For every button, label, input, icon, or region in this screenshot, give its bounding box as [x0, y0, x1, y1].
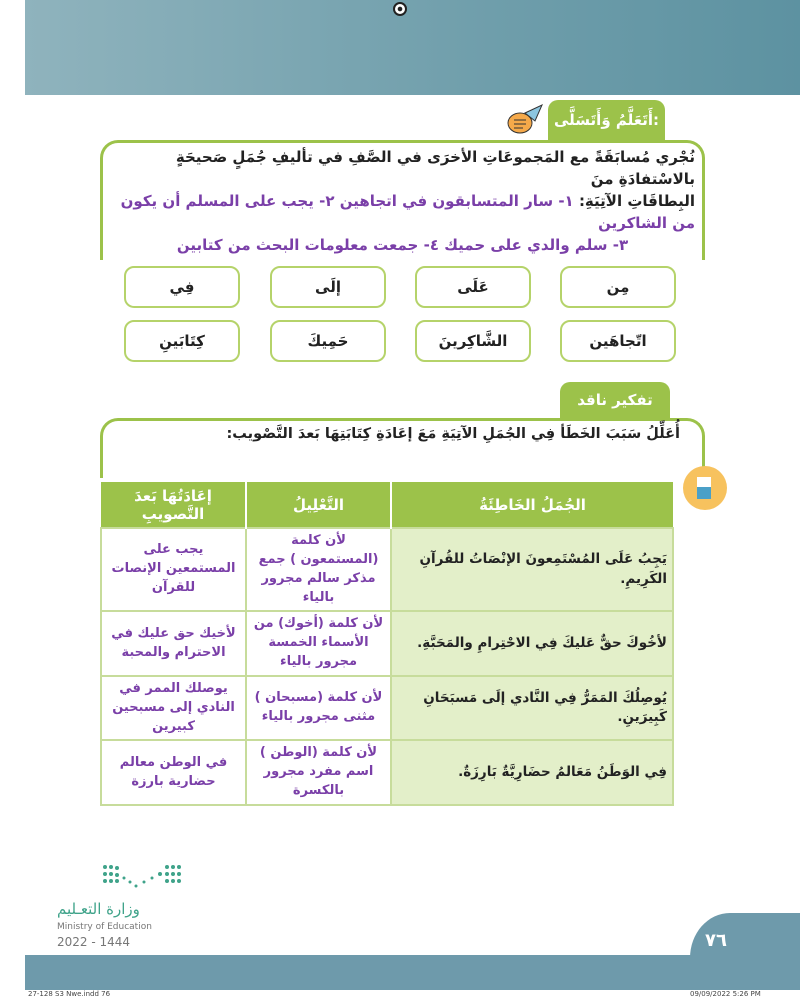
critical-thinking-instruction: أُعَلِّلُ سَبَبَ الخَطَأ فِي الجُمَلِ الآتِيَةِ مَعَ إعَادَةِ كِتَابَتِهَا بَعدَ التَّصْويب: — [226, 426, 680, 442]
learn-play-text — [110, 146, 695, 256]
print-date: 09/09/2022 5:26 PM — [690, 990, 761, 998]
reason: لأن كلمة (أخوك) من الأسماء الخمسة مجرور بالياء — [246, 611, 391, 676]
wrong-sentence: يَجِبُ عَلَى المُسْتَمِعونَ الإنْصَاتُ للقُرآنِ الكَرِيمِ. — [391, 528, 673, 611]
word-card: الشَّاكِرينَ — [415, 320, 531, 362]
table-row — [101, 676, 673, 741]
word-card: كِتَابَينِ — [124, 320, 240, 362]
header-reason: التَّعْلِيلُ — [246, 482, 391, 528]
file-info: 27-128 S3 Nwe.indd 76 — [28, 990, 111, 998]
corrected-sentence: لأخيك حق عليك في الاحترام والمحبة — [101, 611, 246, 676]
corrections-table — [100, 482, 674, 806]
corrected-sentence: يجب على المستمعين الإنصات للقرآن — [101, 528, 246, 611]
section-title-learn-play: أَتَعَلَّمُ وَأَتَسَلَّى: — [548, 100, 665, 140]
word-card: حَمِيكَ — [270, 320, 386, 362]
instruction-answer-paragraph — [110, 190, 695, 234]
instruction-label: البِطاقَاتِ الآتِيَةِ: — [578, 192, 695, 210]
wrong-sentence: يُوصِلُكَ المَمَرُّ فِي النَّادي إلَى مَسبَحَانِ كَبِيرَينِ. — [391, 676, 673, 741]
top-banner — [25, 0, 800, 95]
answer-line-2: ٣- سلم والدي على حميك ٤- جمعت معلومات البحث من كتابين — [176, 236, 629, 254]
wrong-sentence: لأخُوكَ حقٌّ عَليكَ فِي الاحْتِرامِ والمَحَبَّةِ. — [391, 611, 673, 676]
section-title-critical-thinking: تفكير ناقد — [560, 382, 670, 418]
instruction-line-1: نُجْري مُسابَقَةً مع المَجموعَاتِ الأخرَى في الصَّفِ في تأليفِ جُمَلٍ صَحيحَةٍ بالاسْتفادَةِ منَ — [175, 148, 695, 188]
registration-mark-icon — [393, 2, 407, 16]
answer-line-1: ١- سار المتسابقون في اتجاهين ٢- يجب على المسلم أن يكون من الشاكرين — [120, 192, 695, 232]
year: 2022 - 1444 — [57, 935, 131, 949]
reason: لأن كلمة (المستمعون ) جمع مذكر سالم مجرور بالياء — [246, 528, 391, 611]
header-corrected: إعَادَتُهَا بَعدَ التَّصويبِ — [101, 482, 246, 528]
corrected-sentence: يوصلك الممر في النادي إلى مسبحين كبيرين — [101, 676, 246, 741]
chat-paper-plane-icon — [505, 103, 543, 137]
table-row — [101, 740, 673, 805]
word-card: إلَى — [270, 266, 386, 308]
footer-band — [25, 955, 800, 990]
word-card: مِن — [560, 266, 676, 308]
table-row — [101, 528, 673, 611]
ministry-name-en: Ministry of Education — [57, 922, 152, 932]
wrong-sentence: فِي الوَطَنُ مَعَالمُ حضَارِيَّةٌ بَارِزَةٌ. — [391, 740, 673, 805]
corrected-sentence: في الوطن معالم حضارية بارزة — [101, 740, 246, 805]
reason: لأن كلمة (الوطن ) اسم مفرد مجرور بالكسرة — [246, 740, 391, 805]
page-number: ٧٦ — [705, 930, 727, 951]
word-card: عَلَى — [415, 266, 531, 308]
table-row — [101, 611, 673, 676]
puzzle-icon — [683, 466, 727, 510]
ministry-logo — [100, 862, 190, 892]
word-card: اتّجاهَين — [560, 320, 676, 362]
reason: لأن كلمة (مسبحان ) مثنى مجرور بالياء — [246, 676, 391, 741]
ministry-name-ar: وزارة التعـليم — [57, 900, 140, 918]
header-wrong-sentences: الجُمَلُ الخَاطِئَةُ — [391, 482, 673, 528]
word-card: فِي — [124, 266, 240, 308]
